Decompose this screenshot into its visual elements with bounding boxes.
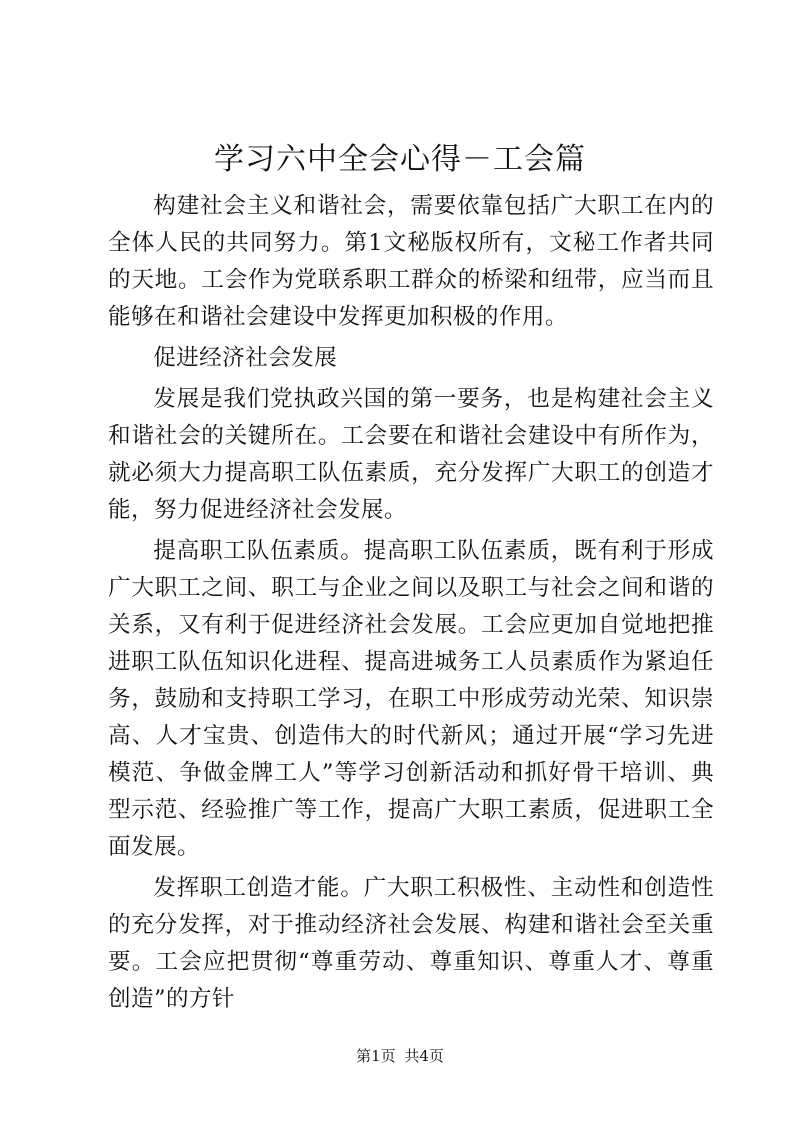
paragraph-intro: 构建社会主义和谐社会，需要依靠包括广大职工在内的全体人民的共同努力。第1文秘版权所有，文秘工作者共同的天地。工会作为党联系职工群众的桥梁和纽带，应当而且能够在和谐社会建设中发挥更加积极的作用。 xyxy=(108,193,714,330)
paragraph-development: 发展是我们党执政兴国的第一要务，也是构建社会主义和谐社会的关键所在。工会要在和谐社会建设中有所作为，就必须大力提高职工队伍素质，充分发挥广大职工的创造才能，努力促进经济社会发展。 xyxy=(108,386,714,523)
document-body xyxy=(108,188,714,1018)
document-title: 学习六中全会心得－工会篇 xyxy=(214,142,586,177)
paragraph-creativity: 发挥职工创造才能。广大职工积极性、主动性和创造性的充分发挥，对于推动经济社会发展、构建和谐社会至关重要。工会应把贯彻“尊重劳动、尊重知识、尊重人才、尊重创造”的方针 xyxy=(108,875,714,1012)
page-footer xyxy=(0,1046,800,1066)
page-total: 共4页 xyxy=(404,1047,444,1065)
paragraph-workforce-quality: 提高职工队伍素质。提高职工队伍素质，既有利于形成广大职工之间、职工与企业之间以及职工与社会之间和谐的关系，又有利于促进经济社会发展。工会应更加自觉地把推进职工队伍知识化进程、提高进城务工人员素质作为紧迫任务，鼓励和支持职工学习，在职工中形成劳动光荣、知识崇高、人才宝贵、创造伟大的时代新风；通过开展“学习先进模范、争做金牌工人”等学习创新活动和抓好骨干培训、典型示范、经验推广等工作，提高广大职工素质，促进职工全面发展。 xyxy=(108,538,714,860)
page-number: 第1页 xyxy=(356,1047,396,1065)
section-heading: 促进经济社会发展 xyxy=(153,345,338,371)
